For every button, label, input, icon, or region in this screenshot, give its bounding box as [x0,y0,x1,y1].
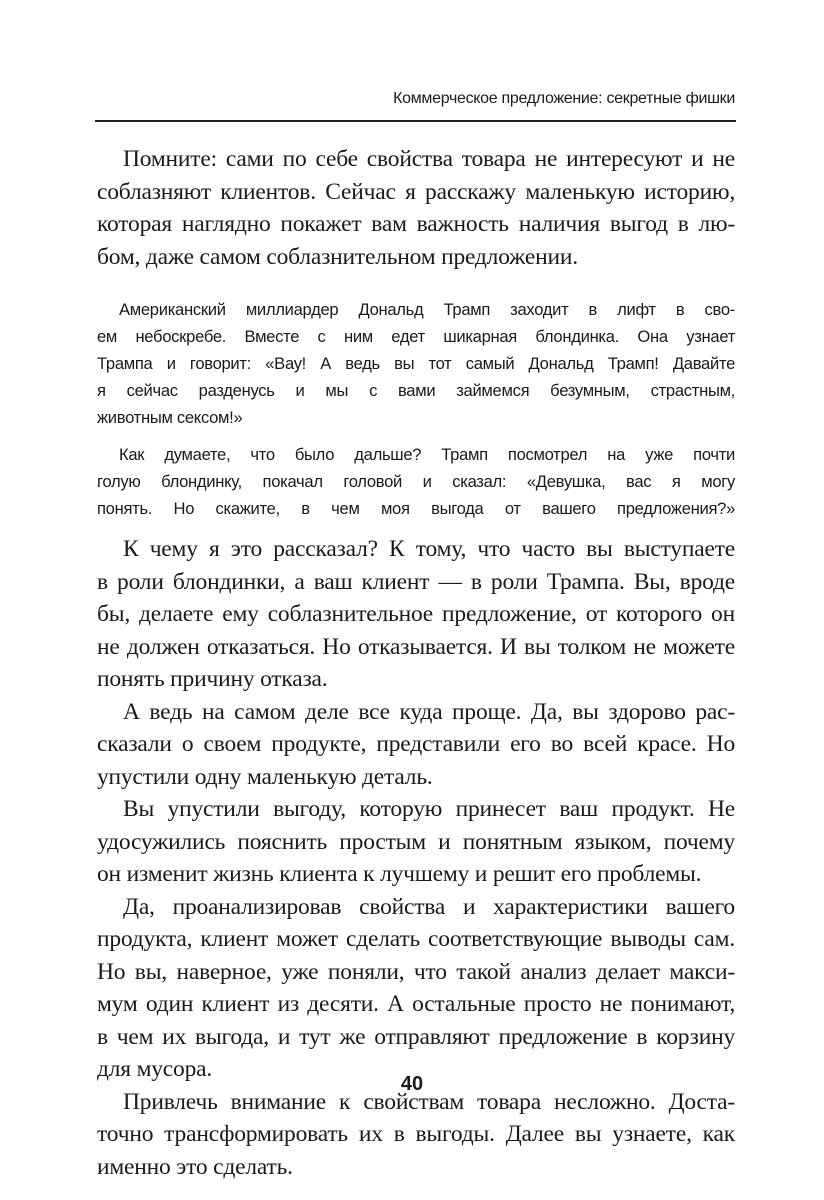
text-line: Американский миллиардер Дональд Трамп заходит в лифт в сво- [119,300,735,319]
text-line: бы, делаете ему соблазнительное предложение, от которого он [97,601,735,627]
text-line: понять. Но скажите, в чем моя выгода от вашего предложения?» [97,499,735,518]
text-line: в роли блондинки, а ваш клиент — в роли Трампа. Вы, вроде [97,568,735,595]
quote-paragraph [97,296,735,431]
text-line: которая наглядно покажет вам важность наличия выгод в лю- [97,211,735,237]
text-line: для мусора. [97,1056,213,1082]
text-line: понять причину отказа. [97,666,328,692]
text-line: не должен отказаться. Но отказывается. И вы толком не можете [97,633,735,660]
text-line: Трампа и говорит: «Вау! А ведь вы тот самый Дональд Трамп! Давайте [97,354,735,373]
text-line: упустили одну маленькую деталь. [97,763,433,790]
header-rule [95,120,736,122]
text-line: точно трансформировать их в выгоды. Далее вы узнаете, как [97,1121,735,1147]
text-line: мум один клиент из десяти. А остальные просто не понимают, [97,991,735,1017]
text-line: Вы упустили выгоду, которую принесет ваш продукт. Не [123,796,735,822]
paragraph [97,793,735,891]
text-line: он изменит жизнь клиента к лучшему и решит его проблемы. [97,861,702,887]
anecdote-quote [97,296,735,522]
running-header: Коммерческое предложение: секретные фишки [393,90,735,107]
text-line: Да, проанализировав свойства и характеристики вашего [123,893,735,920]
paragraph [97,696,735,794]
paragraph [97,891,735,1086]
intro-paragraph [97,143,735,273]
paragraph [97,1086,735,1184]
text-line: Помните: сами по себе свойства товара не интересуют и не [123,146,735,172]
text-line: А ведь на самом деле все куда проще. Да, вы здорово рас- [123,698,735,725]
text-line: в чем их выгода, и тут же отправляют предложение в корзину [97,1023,735,1050]
paragraph [97,533,735,696]
quote-paragraph [97,441,735,522]
text-line: Но вы, наверное, уже поняли, что такой анализ делает макси- [97,958,735,985]
text-line: К чему я это рассказал? К тому, что часто вы выступаете [123,536,735,562]
page-number: 40 [400,1073,424,1095]
text-line: голую блондинку, покачал головой и сказал: «Девушка, вас я могу [97,472,735,491]
text-line: именно это сделать. [97,1153,293,1180]
text-line: ем небоскребе. Вместе с ним едет шикарная блондинка. Она узнает [97,327,735,346]
text-line: соблазняют клиентов. Сейчас я расскажу маленькую историю, [97,178,735,205]
text-line: Как думаете, что было дальше? Трамп посмотрел на уже почти [119,445,735,464]
text-line: сказали о своем продукте, представили его во всей красе. Но [97,731,735,757]
text-line: Привлечь внимание к свойствам товара несложно. Доста- [123,1088,735,1115]
text-line: бом, даже самом соблазнительном предложении. [97,243,578,270]
text-line: продукта, клиент может сделать соответствующие выводы сам. [97,926,735,952]
text-line: животным сексом!» [97,408,243,427]
text-line: удосужились пояснить простым и понятным языком, почему [97,828,735,855]
text-line: я сейчас разденусь и мы с вами займемся безумным, страстным, [97,381,735,400]
